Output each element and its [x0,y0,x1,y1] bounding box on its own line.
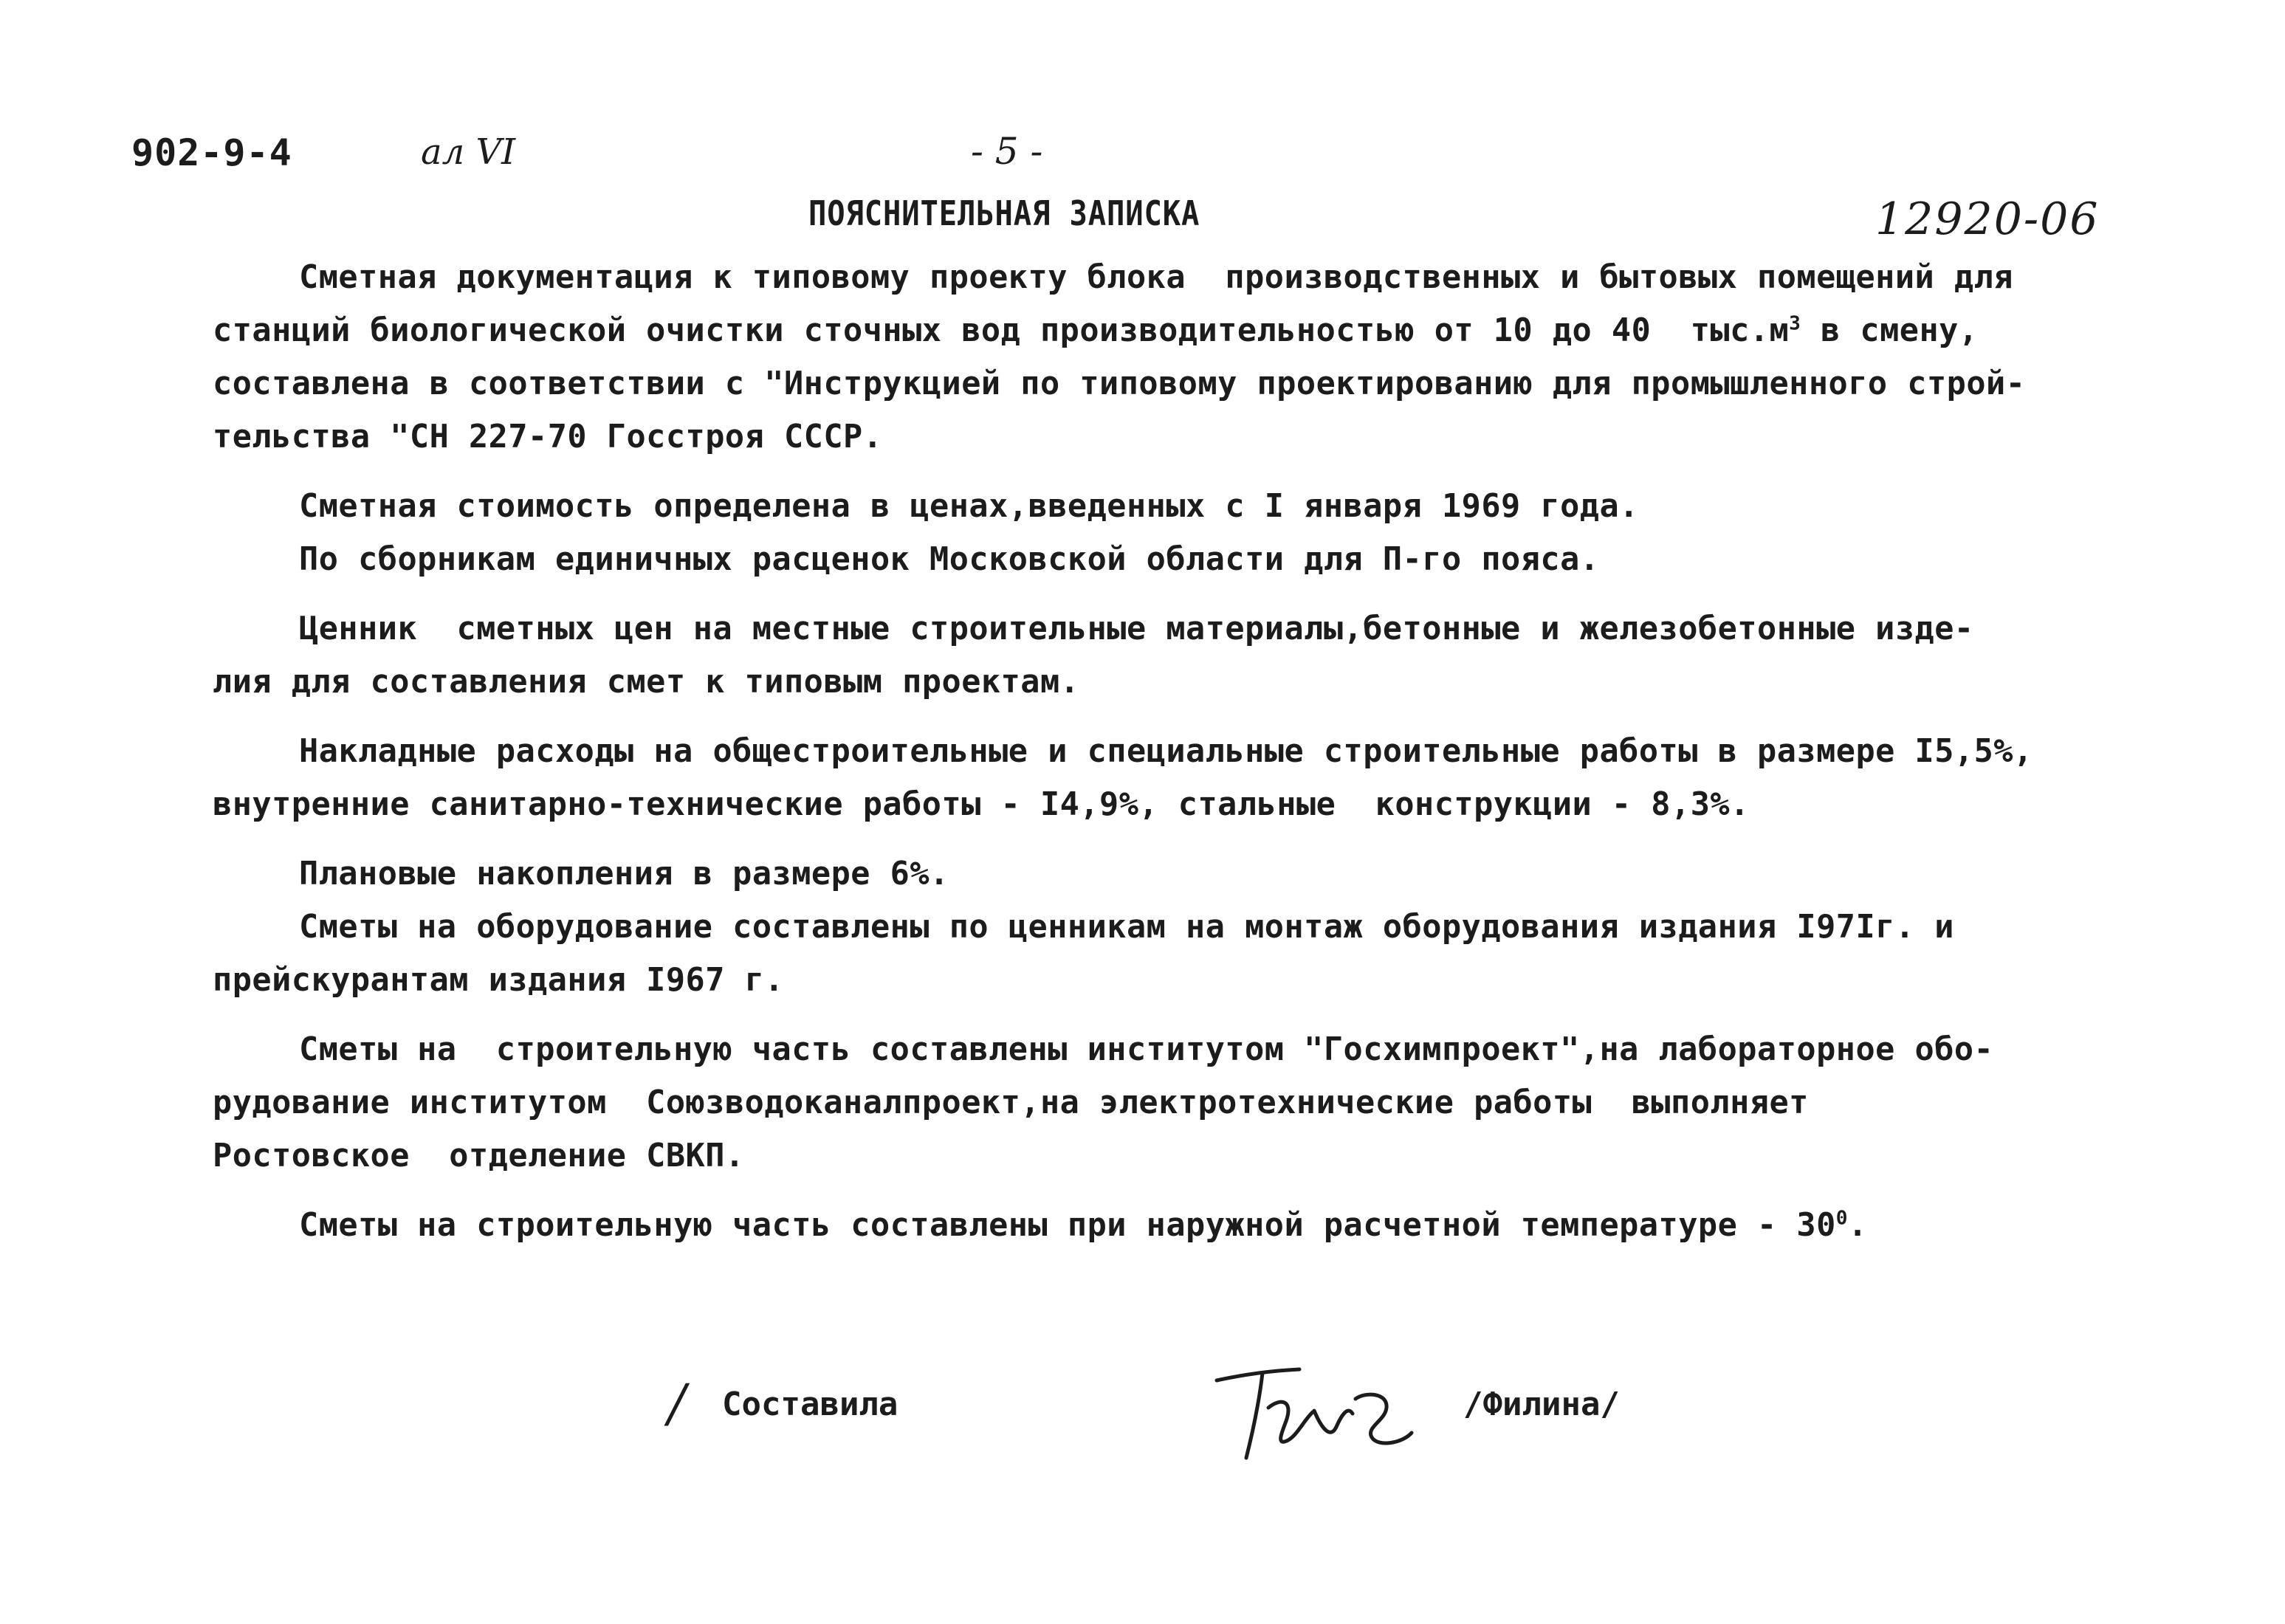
paragraph-line: Сметная документация к типовому проекту блока производственных и бытовых помещений для [299,259,2013,296]
paragraph-gap [213,831,2147,847]
paragraph-line: Накладные расходы на общестроительные и специальные строительные работы в размере I5,5%, [299,733,2033,770]
paragraph-line: Ростовское отделение СВКП. [213,1138,745,1174]
paragraph-3 [213,602,2147,709]
inventory-number: 12920-06 [1875,193,2100,245]
signature-image [1211,1340,1418,1465]
paragraph-line: Сметы на оборудование составлены по ценникам на монтаж оборудования издания I97Iг. и [299,909,1954,946]
paragraph-line-text: Сметы на строительную часть составлены при наружной расчетной температуре - 30 [299,1207,1836,1244]
paragraph-line: Сметы на строительную часть составлены институтом "Госхимпроект",на лабораторное обо- [299,1031,1994,1068]
paragraph-line: По сборникам единичных расценок Московской области для П-го пояса. [299,541,1600,578]
paragraph-2 [213,480,2147,586]
document-number: 902-9-4 [131,131,292,174]
paragraph-line-tail: . [1847,1207,1868,1244]
sheet-mark: ал VI [421,131,516,173]
paragraph-line [213,304,2147,357]
paragraph-line-text: станций биологической очистки сточных вод производительностью от 10 до 40 тыс.м [213,312,1790,349]
paragraph-line: составлена в соответствии с "Инструкцией по типовому проектированию для промышленного строй- [213,365,2026,402]
signer-name: /Филина/ [1463,1386,1620,1423]
paragraph-gap [213,1183,2147,1199]
paragraph-6 [213,1023,2147,1183]
paragraph-7 [213,1199,2147,1252]
paragraph-line: тельства "СН 227-70 Госстроя СССР. [213,419,883,455]
paragraph-line: Плановые накопления в размере 6%. [299,856,949,892]
paragraph-gap [213,586,2147,602]
paragraph-line: внутренние санитарно-технические работы - I4,9%, стальные конструкции - 8,3%. [213,786,1750,823]
paragraph-gap [213,709,2147,725]
paragraph-line [213,1199,2147,1252]
paragraph-gap [213,464,2147,480]
page-number: - 5 - [971,130,1043,173]
superscript: 3 [1789,312,1801,335]
paragraph-line: Сметная стоимость определена в ценах,введенных с I января 1969 года. [299,488,1639,525]
page-title: ПОЯСНИТЕЛЬНАЯ ЗАПИСКА [808,193,1200,233]
paragraph-line-tail: в смену, [1801,312,1979,349]
paragraph-line: лия для составления смет к типовым проектам. [213,664,1080,701]
paragraph-5 [213,847,2147,1007]
paragraph-4 [213,725,2147,831]
note-body [213,251,2147,1252]
paragraph-line: Ценник сметных цен на местные строительные материалы,бетонные и железобетонные изде- [299,610,1974,647]
paragraph-line: прейскурантам издания I967 г. [213,962,784,999]
paragraph-gap [213,1007,2147,1023]
paragraph-line: рудование институтом Союзводоканалпроект,на электротехнические работы выполняет [213,1084,1809,1121]
superscript: 0 [1835,1207,1848,1230]
compiled-slash: / [668,1373,686,1434]
paragraph-1 [213,251,2147,464]
compiled-by-label: Составила [722,1386,898,1423]
